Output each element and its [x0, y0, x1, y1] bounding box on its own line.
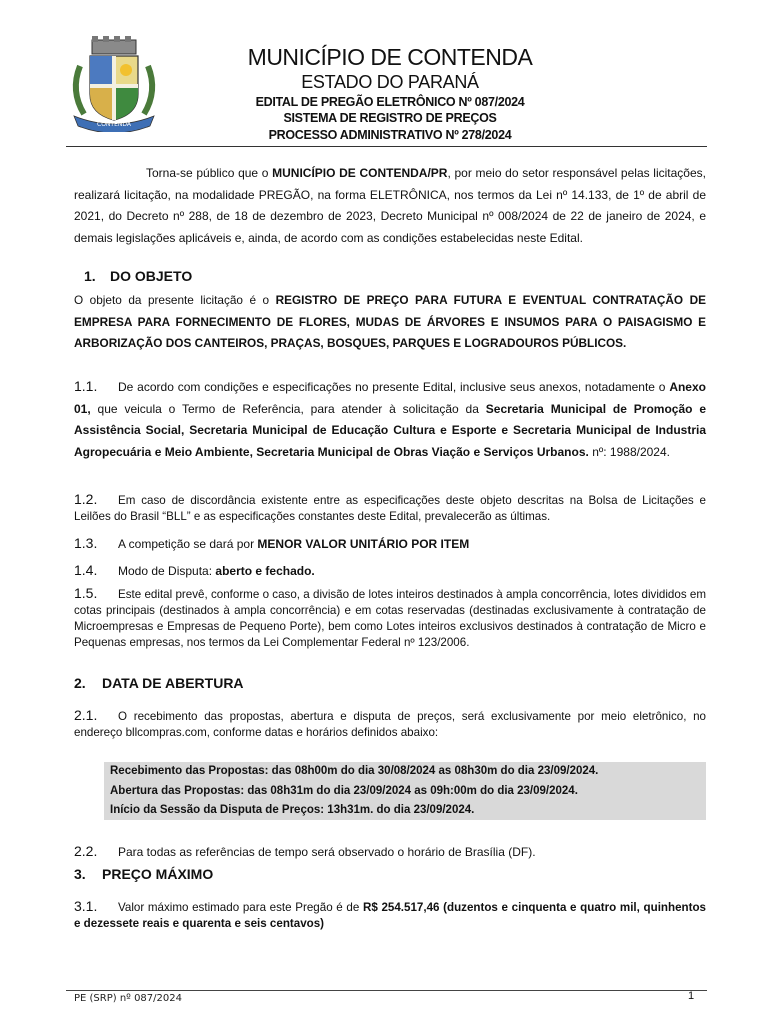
state-title: ESTADO DO PARANÁ — [301, 72, 479, 92]
schedule-box — [104, 762, 706, 820]
seal-ribbon-text: CONTENDA — [97, 121, 131, 128]
section-heading-max-price: 3. PREÇO MÁXIMO — [74, 866, 214, 882]
clause-1-5: 1.5. Este edital prevê, conforme o caso, a divisão de lotes inteiros destinados à ampla concorrência, lotes divididos em cotas principais (destinados à ampla concorrência) e em cotas reservadas (destinadas exclusivamente à contratação de Microempresas e Empresas de Pequeno Porte), bem como Lotes inteiros exclusivos destinados à contratação de Micro e Pequenas empresas, nos termos da Lei Complementar Federal nº 123/2006. — [74, 585, 706, 649]
schedule-receipt: Recebimento das Propostas: das 08h00m do dia 30/08/2024 as 08h30m do dia 23/09/2024. — [110, 765, 599, 777]
object-paragraph: O objeto da presente licitação é o REGISTRO DE PREÇO PARA FUTURA E EVENTUAL CONTRATAÇÃO DE EMPRESA PARA FORNECIMENTO DE FLORES, MUDAS DE ÁRVORES E INSUMOS PARA O PAISAGISMO E ARBORIZAÇÃO DOS CANTEIROS, PRAÇAS, BOSQUES, PARQUES E LOGRADOUROS PÚBLICOS. — [74, 293, 706, 350]
section-heading-opening-date: 2. DATA DE ABERTURA — [74, 675, 244, 691]
clause-3-1: 3.1. Valor máximo estimado para este Pregão é de R$ 254.517,46 (duzentos e cinquenta e quatro mil, quinhentos e dezessete reais e quarenta e seis centavos) — [74, 898, 706, 930]
footer-reference: PE (SRP) nº 087/2024 — [74, 993, 182, 1004]
system-title: SISTEMA DE REGISTRO DE PREÇOS — [283, 111, 497, 125]
process-title: PROCESSO ADMINISTRATIVO Nº 278/2024 — [268, 128, 512, 142]
clause-1-4: 1.4. Modo de Disputa: aberto e fechado. — [74, 562, 315, 578]
clause-1-3: 1.3. A competição se dará por MENOR VALOR UNITÁRIO POR ITEM — [74, 535, 470, 551]
header-divider — [66, 146, 707, 147]
edital-title: EDITAL DE PREGÃO ELETRÔNICO Nº 087/2024 — [255, 95, 525, 109]
schedule-session: Início da Sessão da Disputa de Preços: 13h31m. do dia 23/09/2024. — [110, 804, 475, 816]
clause-2-1: 2.1. O recebimento das propostas, abertura e disputa de preços, será exclusivamente por meio eletrônico, no endereço bllcompras.com, conforme datas e horários definidos abaixo: — [74, 707, 706, 739]
footer-divider — [66, 990, 707, 991]
page-number: 1 — [688, 990, 695, 1002]
clause-1-1: 1.1. De acordo com condições e especificações no presente Edital, inclusive seus anexos, notadamente o Anexo 01, que veicula o Termo de Referência, para atender à solicitação da Secretaria Municipal de Promoção e Assistência Social, Secretaria Municipal de Educação Cultura e Esporte e Secretaria Municipal de Industria Agropecuária e Meio Ambiente, Secretaria Municipal de Obras Viação e Serviços Urbanos. nº: 1988/2024. — [74, 378, 706, 459]
municipal-coat-of-arms — [66, 36, 162, 132]
clause-1-2: 1.2. Em caso de discordância existente entre as especificações deste objeto descritas na Bolsa de Licitações e Leilões do Brasil “BLL” e as especificações constantes deste Edital, prevalecerão as últimas. — [74, 491, 706, 523]
municipality-title: MUNICÍPIO DE CONTENDA — [247, 44, 533, 70]
clause-2-2: 2.2. Para todas as referências de tempo será observado o horário de Brasília (DF). — [74, 843, 536, 859]
schedule-opening: Abertura das Propostas: das 08h31m do dia 23/09/2024 as 09h:00m do dia 23/09/2024. — [110, 784, 578, 797]
intro-paragraph: Torna-se público que o MUNICÍPIO DE CONTENDA/PR, por meio do setor responsável pelas licitações, realizará licitação, na modalidade PREGÃO, na forma ELETRÔNICA, nos termos da Lei nº 14.133, de 1º de abril de 2021, do Decreto nº 288, de 18 de dezembro de 2023, Decreto Municipal nº 008/2024 de 22 de janeiro de 2024, e demais legislações aplicáveis e, ainda, de acordo com as condições estabelecidas neste Edital. — [74, 166, 706, 245]
section-heading-object: 1. DO OBJETO — [84, 268, 193, 284]
